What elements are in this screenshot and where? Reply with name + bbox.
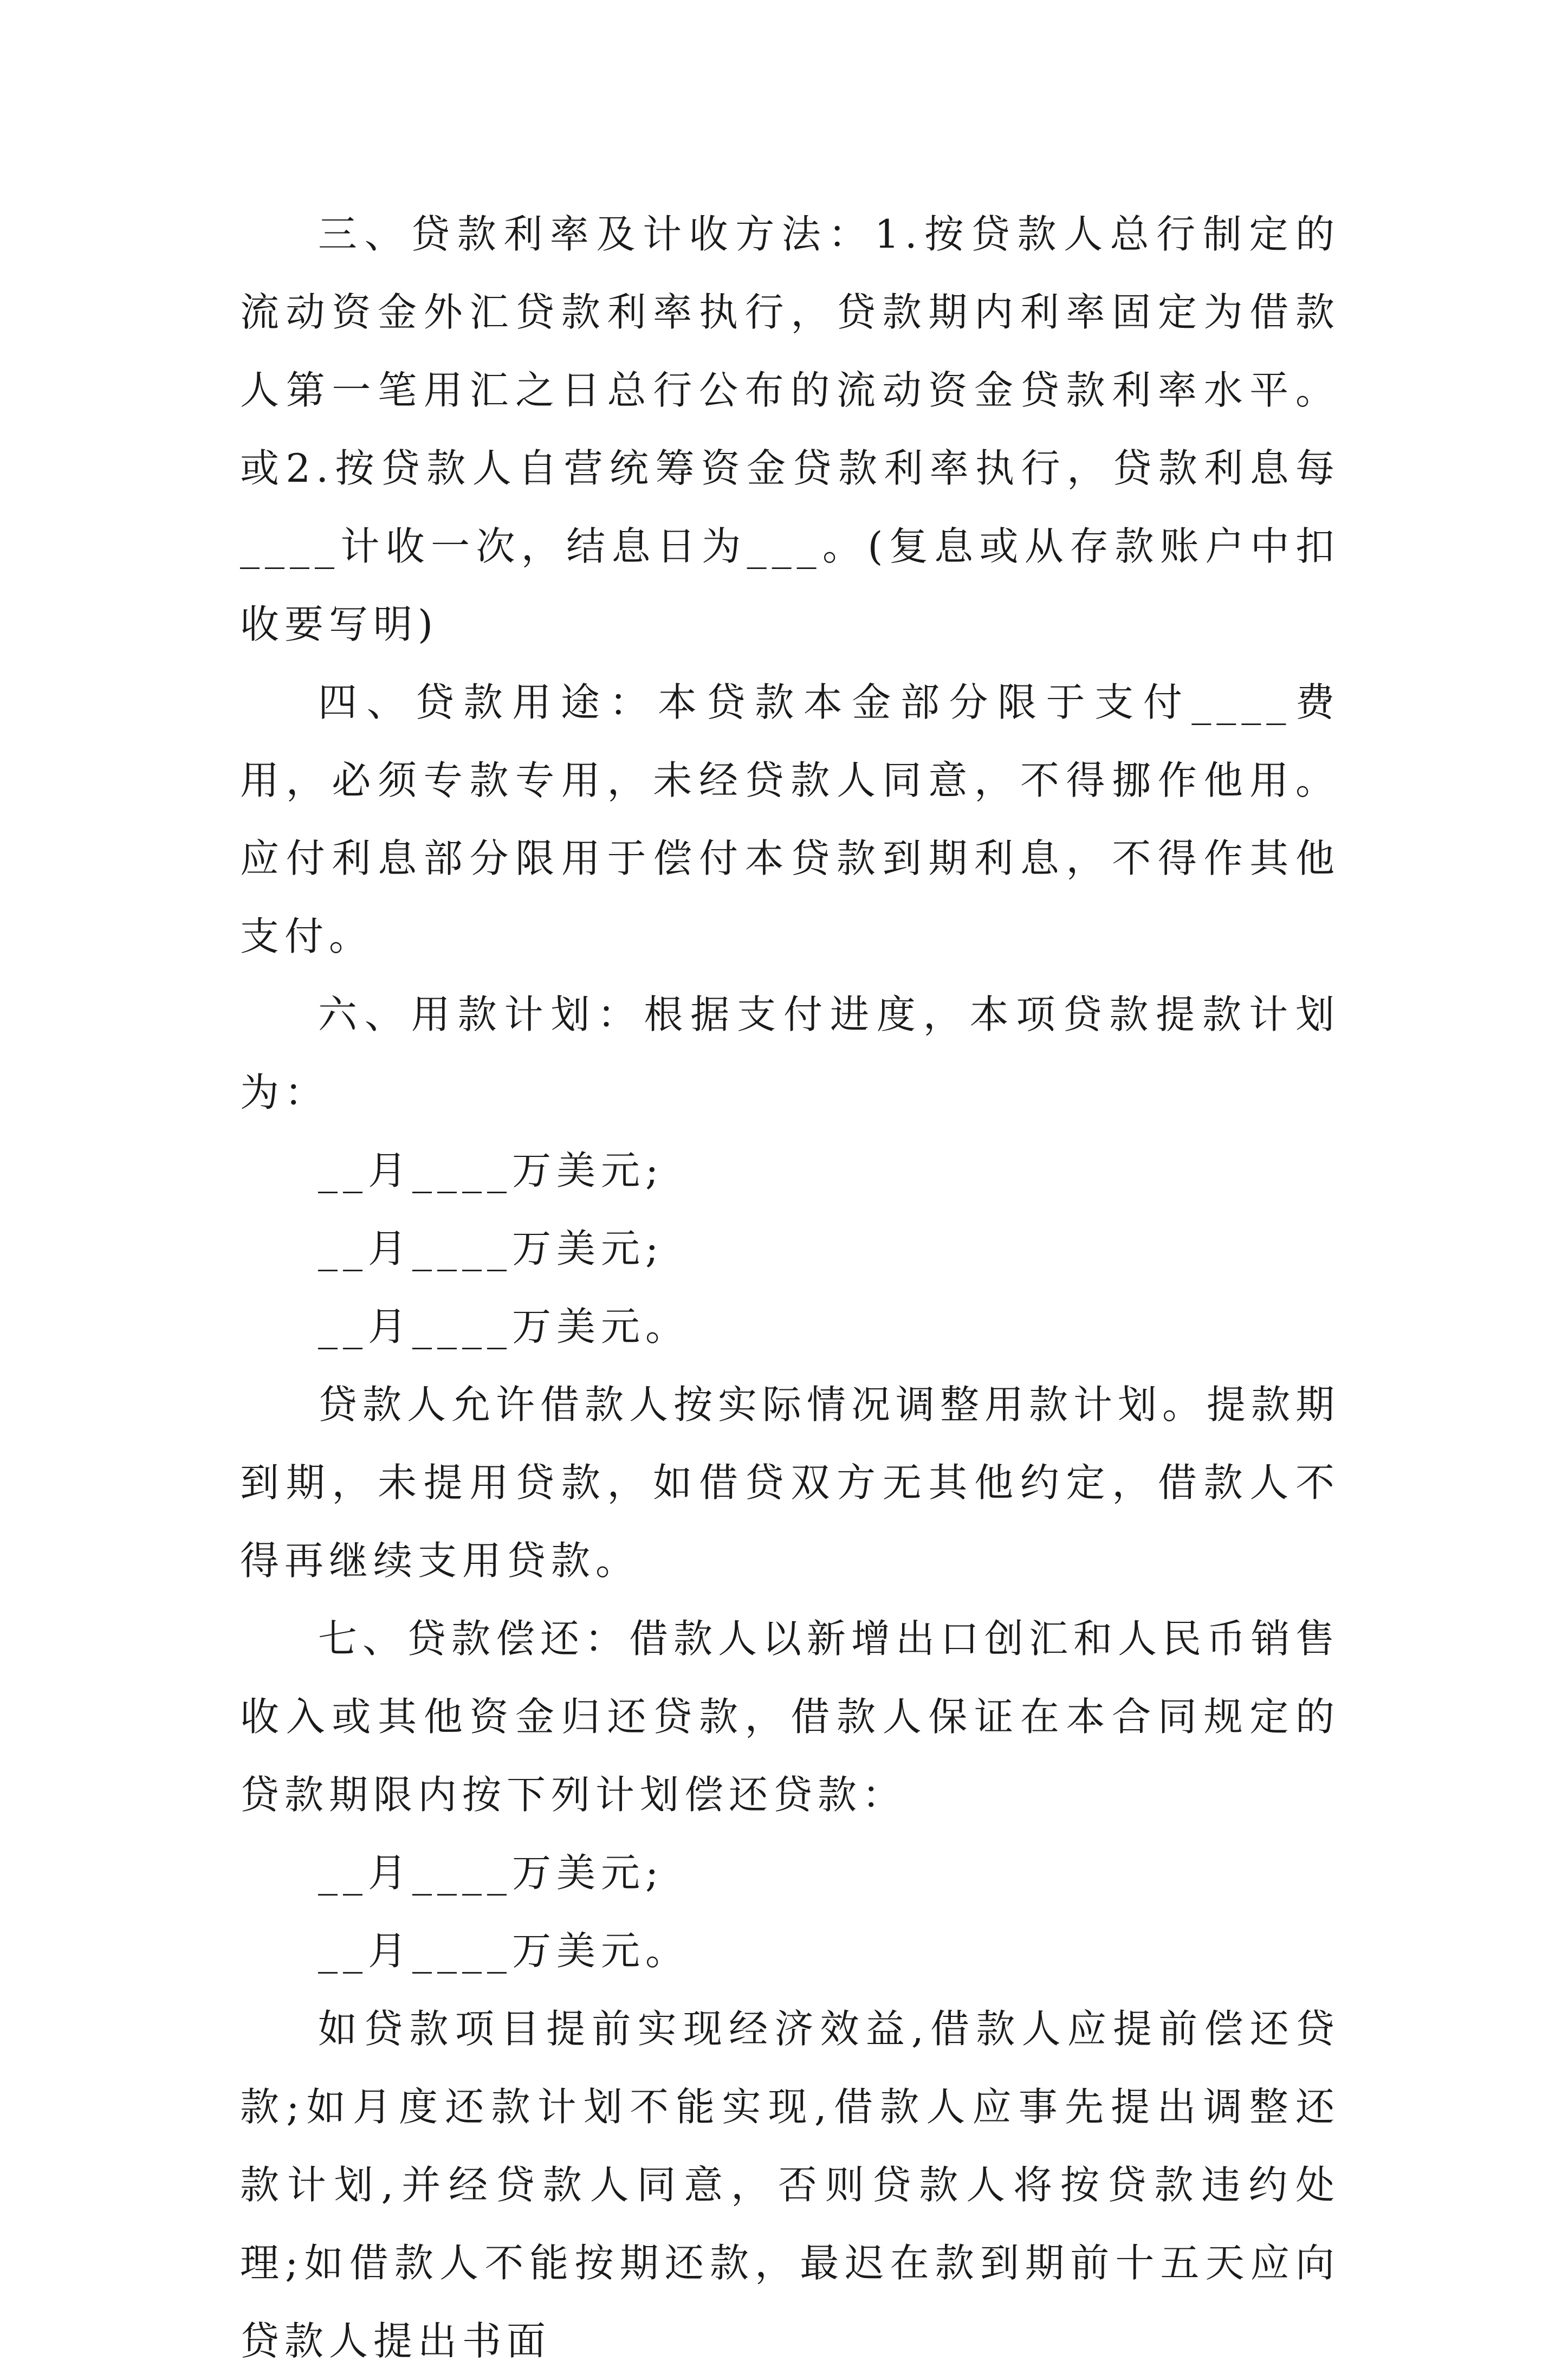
repayment-item: __月____万美元; <box>318 1850 664 1896</box>
paragraph-interest-rate: 三、贷款利率及计收方法：1.按贷款人总行制定的流动资金外汇贷款利率执行，贷款期内利率固定为借款人第一笔用汇之日总行公布的流动资金贷款利率水平。或2.按贷款人自营统筹资金贷款利率执行，贷款利息每____计收一次，结息日为___。(复息或从存款账户中扣收要写明) <box>240 211 1340 647</box>
paragraph-drawdown-plan: 六、用款计划：根据支付进度，本项贷款提款计划为： <box>240 992 1340 1115</box>
paragraph-plan-adjustment: 贷款人允许借款人按实际情况调整用款计划。提款期到期，未提用贷款，如借贷双方无其他约定，借款人不得再继续支用贷款。 <box>240 1382 1340 1583</box>
paragraph-loan-purpose: 四、贷款用途：本贷款本金部分限于支付____费用，必须专款专用，未经贷款人同意，不得挪作他用。应付利息部分限用于偿付本贷款到期利息，不得作其他支付。 <box>240 680 1340 959</box>
repayment-item: __月____万美元。 <box>318 1928 690 1974</box>
paragraph-early-repayment: 如贷款项目提前实现经济效益,借款人应提前偿还贷款;如月度还款计划不能实现,借款人应事先提出调整还款计划,并经贷款人同意，否则贷款人将按贷款违约处理;如借款人不能按期还款，最迟在款到期前十五天应向贷款人提出书面 <box>240 2006 1340 2364</box>
document-body <box>240 195 1340 2380</box>
drawdown-item: __月____万美元; <box>318 1148 664 1193</box>
paragraph-repayment: 七、贷款偿还：借款人以新增出口创汇和人民币销售收入或其他资金归还贷款，借款人保证在本合同规定的贷款期限内按下列计划偿还贷款： <box>240 1616 1340 1818</box>
drawdown-item: __月____万美元; <box>318 1226 664 1271</box>
drawdown-item: __月____万美元。 <box>318 1304 690 1349</box>
